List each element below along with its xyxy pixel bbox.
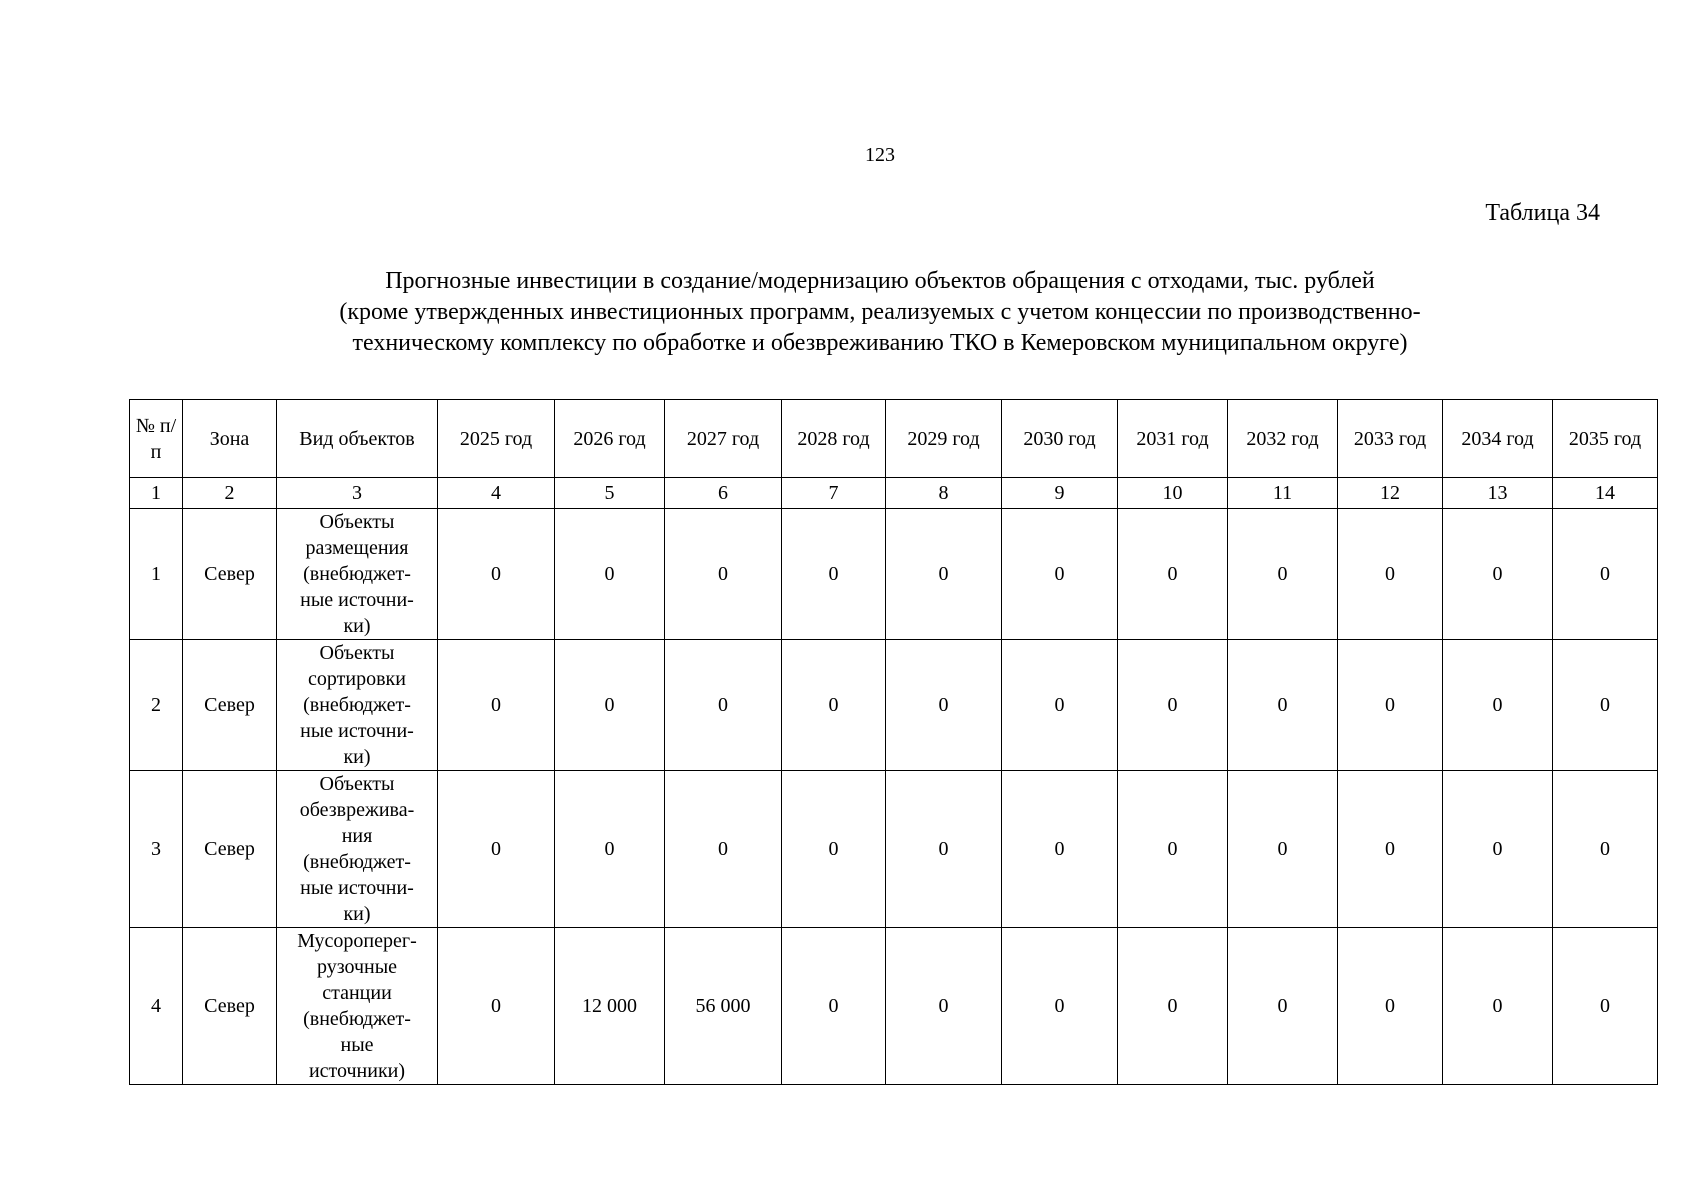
- year-value-cell: 0: [1553, 509, 1658, 640]
- year-value-cell: 0: [555, 771, 665, 928]
- investment-table: [129, 399, 1658, 1085]
- year-value-cell: 0: [1338, 771, 1443, 928]
- column-number: 1: [130, 478, 183, 509]
- object-type-line: ния: [341, 825, 373, 847]
- object-type-line: ные источни-: [300, 589, 414, 611]
- column-number: 3: [277, 478, 438, 509]
- year-value-cell: 0: [782, 928, 886, 1085]
- year-value-cell: 0: [1002, 928, 1118, 1085]
- row-number-cell: 4: [130, 928, 183, 1085]
- year-value-cell: 56 000: [665, 928, 782, 1085]
- table-row: [130, 928, 1658, 1085]
- object-type-line: Мусороперег-: [297, 930, 417, 952]
- year-value-cell: 0: [1553, 928, 1658, 1085]
- object-type-line: (внебюджет-: [303, 694, 411, 716]
- object-type-cell: [277, 640, 438, 771]
- document-title: [130, 266, 1630, 359]
- year-value-cell: 0: [1228, 509, 1338, 640]
- title-line: техническому комплексу по обработке и обезвреживанию ТКО в Кемеровском муниципальном округе): [352, 330, 1408, 356]
- object-type-line: обезврежива-: [299, 799, 415, 821]
- row-number-cell: 1: [130, 509, 183, 640]
- year-value-cell: 0: [1228, 640, 1338, 771]
- object-type-cell: [277, 928, 438, 1085]
- column-header: 2033 год: [1338, 400, 1443, 478]
- column-number: 4: [438, 478, 555, 509]
- object-type-line: (внебюджет-: [303, 851, 411, 873]
- object-type-line: размещения: [305, 537, 409, 559]
- object-type-line: ки): [343, 615, 371, 637]
- object-type-line: Объекты: [319, 642, 395, 664]
- row-number-cell: 3: [130, 771, 183, 928]
- column-header: 2032 год: [1228, 400, 1338, 478]
- object-type-line: (внебюджет-: [303, 1008, 411, 1030]
- year-value-cell: 0: [782, 509, 886, 640]
- object-type-line: Объекты: [319, 511, 395, 533]
- zone-cell: Север: [183, 928, 277, 1085]
- object-type-line: рузочные: [316, 956, 398, 978]
- year-value-cell: 0: [782, 640, 886, 771]
- year-value-cell: 0: [1002, 771, 1118, 928]
- year-value-cell: 0: [1553, 640, 1658, 771]
- year-value-cell: 0: [665, 509, 782, 640]
- year-value-cell: 0: [1443, 509, 1553, 640]
- column-header: № п/п: [130, 400, 183, 478]
- year-value-cell: 0: [1118, 509, 1228, 640]
- column-number-row: [130, 478, 1658, 509]
- object-type-line: сортировки: [308, 668, 406, 690]
- object-type-line: ные источни-: [300, 877, 414, 899]
- year-value-cell: 0: [438, 771, 555, 928]
- object-type-cell: [277, 771, 438, 928]
- object-type-line: Объекты: [319, 773, 395, 795]
- year-value-cell: 0: [886, 640, 1002, 771]
- year-value-cell: 0: [438, 928, 555, 1085]
- year-value-cell: 0: [555, 509, 665, 640]
- year-value-cell: 0: [1553, 771, 1658, 928]
- object-type-line: (внебюджет-: [303, 563, 411, 585]
- column-number: 9: [1002, 478, 1118, 509]
- year-value-cell: 12 000: [555, 928, 665, 1085]
- year-value-cell: 0: [1443, 771, 1553, 928]
- column-number: 8: [886, 478, 1002, 509]
- year-value-cell: 0: [886, 509, 1002, 640]
- year-value-cell: 0: [665, 771, 782, 928]
- column-header: Зона: [183, 400, 277, 478]
- object-type-line: станции: [322, 982, 392, 1004]
- column-header: 2027 год: [665, 400, 782, 478]
- header-row: [130, 400, 1658, 478]
- object-type-line: ные источни-: [300, 720, 414, 742]
- year-value-cell: 0: [886, 771, 1002, 928]
- table-row: [130, 509, 1658, 640]
- column-header: 2028 год: [782, 400, 886, 478]
- year-value-cell: 0: [1338, 509, 1443, 640]
- column-number: 11: [1228, 478, 1338, 509]
- year-value-cell: 0: [438, 509, 555, 640]
- title-line: Прогнозные инвестиции в создание/модернизацию объектов обращения с отходами, тыс. рублей: [385, 268, 1375, 294]
- title-line: (кроме утвержденных инвестиционных программ, реализуемых с учетом концессии по производственно-: [339, 299, 1421, 325]
- object-type-line: ные: [340, 1034, 374, 1056]
- year-value-cell: 0: [1118, 771, 1228, 928]
- year-value-cell: 0: [1002, 640, 1118, 771]
- column-header: 2026 год: [555, 400, 665, 478]
- table-body: [130, 509, 1658, 1085]
- object-type-cell: [277, 509, 438, 640]
- column-number: 12: [1338, 478, 1443, 509]
- column-header: 2031 год: [1118, 400, 1228, 478]
- year-value-cell: 0: [438, 640, 555, 771]
- zone-cell: Север: [183, 771, 277, 928]
- zone-cell: Север: [183, 509, 277, 640]
- column-number: 6: [665, 478, 782, 509]
- object-type-line: ки): [343, 746, 371, 768]
- column-number: 5: [555, 478, 665, 509]
- year-value-cell: 0: [1118, 928, 1228, 1085]
- year-value-cell: 0: [1228, 771, 1338, 928]
- year-value-cell: 0: [1443, 640, 1553, 771]
- column-header: 2029 год: [886, 400, 1002, 478]
- object-type-line: источники): [308, 1060, 406, 1082]
- year-value-cell: 0: [1118, 640, 1228, 771]
- column-header: 2035 год: [1553, 400, 1658, 478]
- column-header: 2025 год: [438, 400, 555, 478]
- year-value-cell: 0: [1338, 640, 1443, 771]
- year-value-cell: 0: [1228, 928, 1338, 1085]
- table-row: [130, 771, 1658, 928]
- object-type-line: ки): [343, 903, 371, 925]
- column-number: 14: [1553, 478, 1658, 509]
- year-value-cell: 0: [886, 928, 1002, 1085]
- column-number: 2: [183, 478, 277, 509]
- table-row: [130, 640, 1658, 771]
- year-value-cell: 0: [1338, 928, 1443, 1085]
- column-header: 2034 год: [1443, 400, 1553, 478]
- year-value-cell: 0: [782, 771, 886, 928]
- table-label: Таблица 34: [1485, 200, 1600, 226]
- year-value-cell: 0: [1002, 509, 1118, 640]
- column-header: Вид объектов: [277, 400, 438, 478]
- column-number: 13: [1443, 478, 1553, 509]
- zone-cell: Север: [183, 640, 277, 771]
- column-number: 10: [1118, 478, 1228, 509]
- year-value-cell: 0: [555, 640, 665, 771]
- year-value-cell: 0: [665, 640, 782, 771]
- column-header: 2030 год: [1002, 400, 1118, 478]
- page-number: 123: [865, 144, 895, 166]
- year-value-cell: 0: [1443, 928, 1553, 1085]
- column-number: 7: [782, 478, 886, 509]
- row-number-cell: 2: [130, 640, 183, 771]
